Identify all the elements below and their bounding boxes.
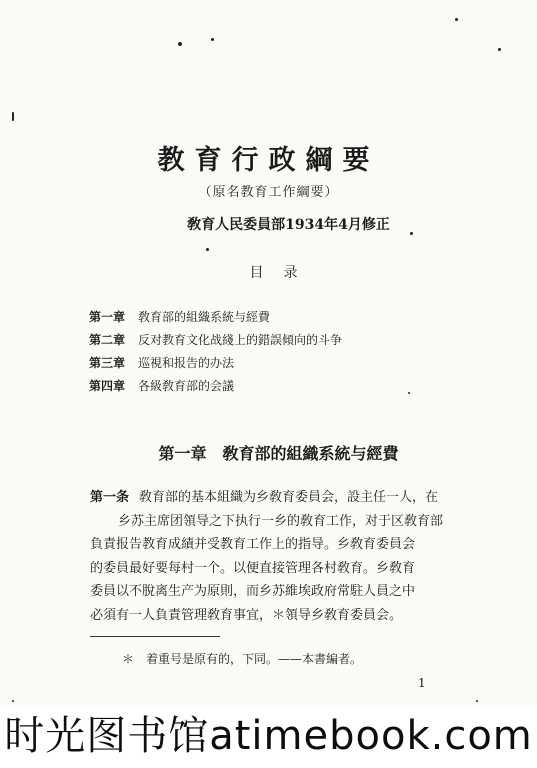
scan-speck [12,700,14,702]
toc-heading: 目录 [249,265,318,281]
toc-item [89,306,342,329]
scan-speck [12,112,14,121]
toc-chapter-title: 巡視和报告的办法 [138,356,235,370]
toc-chapter-number: 第三章 [89,356,126,370]
article-line: 委員以不脫离生产为原則，而乡苏維埃政府常駐人員之中 [90,584,416,599]
chapter-heading: 第一章 敎育部的組織系統与經費 [158,444,399,463]
scan-speck [408,392,410,394]
article-body [90,486,475,627]
page-number: 1 [418,676,426,690]
footnote: ＊ 着重号是原有的，下同。——本書編者。 [122,652,363,666]
scan-speck [211,38,214,41]
scan-speck [178,42,182,46]
article-line: 的委員最好要每村一个。以便直接管理各村敎育。乡敎育 [90,560,416,576]
document-issuer: 敎育人民委員部1934年4月修正 [187,217,390,233]
toc-item [89,375,342,398]
document-title: 教育行政綱要 [157,145,380,176]
footnote-divider [90,636,220,637]
toc-item [89,352,342,375]
scan-speck [455,18,458,21]
article-line: 乡苏主席团領导之下执行一乡的敎育工作，对于区敎育部 [118,513,444,529]
toc-chapter-title: 反对教育文化战綫上的錯誤傾向的斗争 [138,333,343,347]
toc-chapter-number: 第一章 [89,310,126,324]
toc-item [89,329,342,352]
article-line [90,486,475,510]
article-number: 第一条 [90,490,130,505]
article-text: 敎育部的基本組織为乡敎育委員会，設主任一人，在 [139,490,439,505]
article-line: 負責报告教育成績并受教育工作上的指导。乡敎育委員会 [90,537,416,552]
toc-chapter-number: 第二章 [89,333,126,347]
watermark-banner: 时光图书馆atimebook.com [0,705,537,768]
toc-chapter-title: 敎育部的組織系統与經費 [138,310,271,324]
toc-chapter-number: 第四章 [89,379,126,393]
toc-chapter-title: 各級敎育部的会議 [138,379,235,393]
scan-speck [206,248,209,251]
table-of-contents [89,306,342,398]
scan-speck [498,48,501,51]
scan-speck [476,700,478,702]
document-subtitle: （原名教育工作綱要） [198,185,339,200]
article-line: 必須有一人負責管理敎育事宜，＊領导乡敎育委員会。 [90,607,403,623]
